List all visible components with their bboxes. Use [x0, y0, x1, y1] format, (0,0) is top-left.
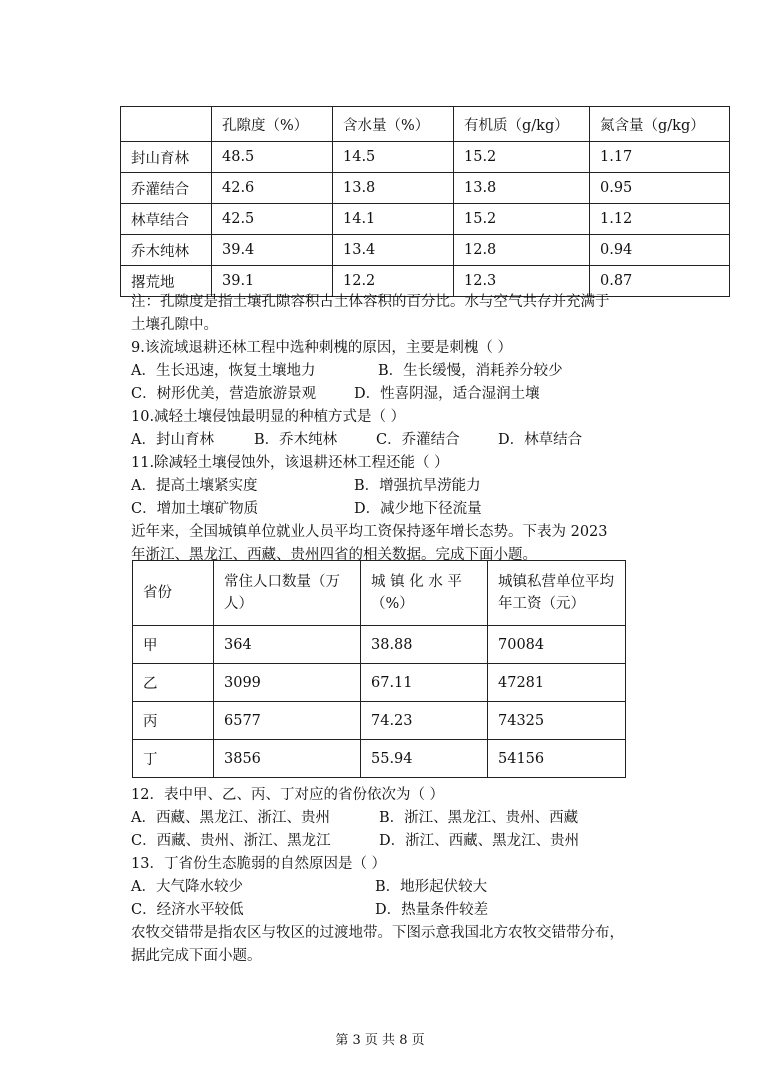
page-number: 第 3 页 共 8 页	[335, 1033, 425, 1048]
table-cell: 15.2	[454, 204, 590, 235]
table-row	[121, 173, 730, 204]
table-cell: 14.1	[333, 204, 454, 235]
question-13-option-c[interactable]: C．经济水平较低	[131, 902, 244, 918]
table-cell: 42.6	[212, 173, 333, 204]
table-header-cell: 有机质（g/kg）	[454, 107, 590, 142]
passage-intro-line2: 据此完成下面小题。	[131, 948, 262, 964]
question-10-option-b[interactable]: B．乔木纯林	[254, 432, 338, 448]
table-cell: 38.88	[361, 626, 488, 664]
table-row	[121, 142, 730, 173]
table-cell: 1.17	[590, 142, 730, 173]
question-10-option-a[interactable]: A．封山育林	[131, 432, 214, 448]
table-cell: 12.8	[454, 235, 590, 266]
table-row	[133, 626, 626, 664]
table-cell: 364	[214, 626, 361, 664]
question-11-option-a[interactable]: A．提高土壤紧实度	[131, 478, 258, 494]
table-header-row	[121, 107, 730, 142]
table-row	[121, 204, 730, 235]
table-cell: 55.94	[361, 740, 488, 778]
table-cell: 70084	[488, 626, 626, 664]
table-cell: 15.2	[454, 142, 590, 173]
question-13-stem: 13．丁省份生态脆弱的自然原因是（ ）	[131, 856, 387, 872]
question-13-option-b[interactable]: B．地形起伏较大	[375, 879, 488, 895]
table-cell: 0.94	[590, 235, 730, 266]
table-header-cell: 含水量（%）	[333, 107, 454, 142]
question-10-option-d[interactable]: D．林草结合	[498, 432, 583, 448]
table-cell: 74325	[488, 702, 626, 740]
table-cell: 0.87	[590, 266, 730, 297]
table-header-cell: 省份	[133, 561, 214, 626]
table-note-line1: 注：孔隙度是指土壤孔隙容积占土体容积的百分比。水与空气共存并充满于	[131, 294, 610, 310]
table-header-cell: 孔隙度（%）	[212, 107, 333, 142]
table-row	[133, 740, 626, 778]
question-12-option-c[interactable]: C．西藏、贵州、浙江、黑龙江	[131, 833, 331, 849]
table-cell: 甲	[133, 626, 214, 664]
table-cell: 14.5	[333, 142, 454, 173]
passage-intro-line1: 农牧交错带是指农区与牧区的过渡地带。下图示意我国北方农牧交错带分布，	[131, 925, 624, 941]
table-header-cell	[121, 107, 212, 142]
question-9-option-c[interactable]: C．树形优美，营造旅游景观	[131, 386, 317, 402]
table-cell: 封山育林	[121, 142, 212, 173]
question-13-option-a[interactable]: A．大气降水较少	[131, 879, 243, 895]
table-cell: 3856	[214, 740, 361, 778]
table-cell: 67.11	[361, 664, 488, 702]
question-13-option-d[interactable]: D．热量条件较差	[375, 902, 489, 918]
question-9-option-d[interactable]: D．性喜阴湿，适合湿润土壤	[354, 386, 540, 402]
table-row	[133, 702, 626, 740]
table-cell: 丁	[133, 740, 214, 778]
question-11-option-b[interactable]: B．增强抗旱涝能力	[354, 478, 481, 494]
question-11-stem: 11.除减轻土壤侵蚀外，该退耕还林工程还能（ ）	[131, 455, 449, 471]
table-cell: 12.2	[333, 266, 454, 297]
table-note-line2: 土壤孔隙中。	[131, 317, 218, 333]
table-header-cell: 常住人口数量（万人）	[214, 561, 361, 626]
question-12-option-d[interactable]: D．浙江、西藏、黑龙江、贵州	[379, 833, 580, 849]
table-cell: 48.5	[212, 142, 333, 173]
table-cell: 1.12	[590, 204, 730, 235]
province-data-table	[132, 560, 626, 778]
table-cell: 林草结合	[121, 204, 212, 235]
passage-intro-line1: 近年来，全国城镇单位就业人员平均工资保持逐年增长态势。下表为 2023	[131, 524, 608, 540]
question-12-option-a[interactable]: A．西藏、黑龙江、浙江、贵州	[131, 810, 330, 826]
table-cell: 12.3	[454, 266, 590, 297]
table-cell: 乔木纯林	[121, 235, 212, 266]
table-cell: 乔灌结合	[121, 173, 212, 204]
question-11-option-d[interactable]: D．减少地下径流量	[354, 501, 482, 517]
table-cell: 47281	[488, 664, 626, 702]
table-cell: 13.8	[333, 173, 454, 204]
passage-intro-line2: 年浙江、黑龙江、西藏、贵州四省的相关数据。完成下面小题。	[131, 547, 537, 563]
question-10-option-c[interactable]: C．乔灌结合	[376, 432, 460, 448]
table-cell: 乙	[133, 664, 214, 702]
table-cell: 13.8	[454, 173, 590, 204]
table-header-cell: 城镇私营单位平均年工资（元）	[488, 561, 626, 626]
table-cell: 54156	[488, 740, 626, 778]
question-9-option-a[interactable]: A．生长迅速，恢复土壤地力	[131, 363, 316, 379]
table-row	[133, 664, 626, 702]
question-9-option-b[interactable]: B．生长缓慢，消耗养分较少	[378, 363, 563, 379]
table-header-row	[133, 561, 626, 626]
table-cell: 74.23	[361, 702, 488, 740]
table-cell: 0.95	[590, 173, 730, 204]
question-12-option-b[interactable]: B．浙江、黑龙江、贵州、西藏	[379, 810, 579, 826]
table-cell: 39.1	[212, 266, 333, 297]
table-cell: 13.4	[333, 235, 454, 266]
table-cell: 6577	[214, 702, 361, 740]
table-header-cell: 城 镇 化 水 平（%）	[361, 561, 488, 626]
table-cell: 3099	[214, 664, 361, 702]
table-cell: 42.5	[212, 204, 333, 235]
table-cell: 39.4	[212, 235, 333, 266]
table-cell: 撂荒地	[121, 266, 212, 297]
soil-properties-table	[120, 106, 730, 297]
question-12-stem: 12．表中甲、乙、丙、丁对应的省份依次为（ ）	[131, 787, 445, 803]
question-11-option-c[interactable]: C．增加土壤矿物质	[131, 501, 259, 517]
table-header-cell: 氮含量（g/kg）	[590, 107, 730, 142]
table-cell: 丙	[133, 702, 214, 740]
table-row	[121, 235, 730, 266]
question-10-stem: 10.减轻土壤侵蚀最明显的种植方式是（ ）	[131, 409, 406, 425]
question-9-stem: 9.该流域退耕还林工程中选种刺槐的原因，主要是刺槐（ ）	[131, 340, 512, 356]
